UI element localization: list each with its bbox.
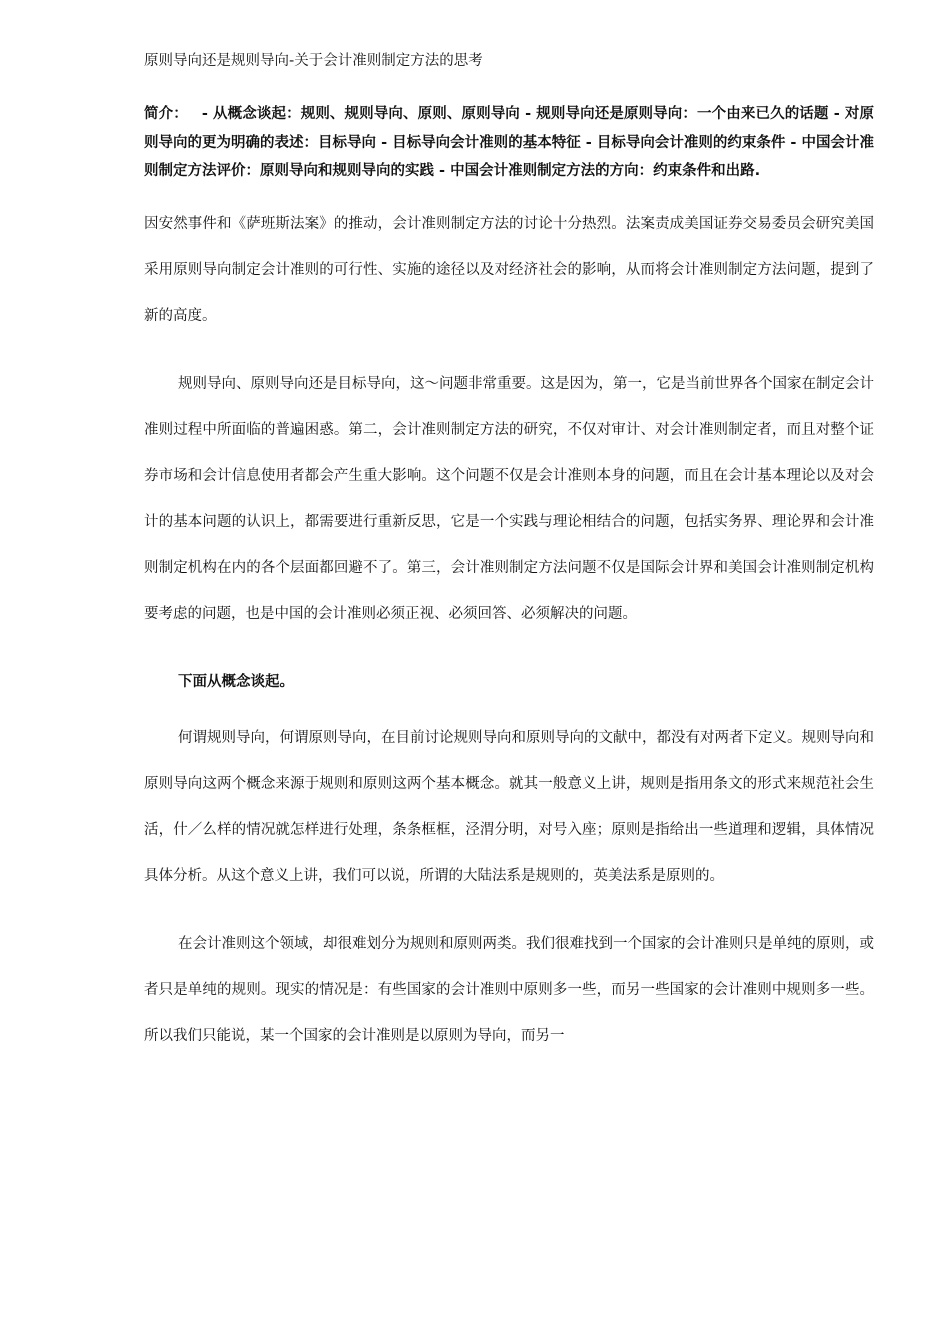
definition-paragraph: 何谓规则导向，何谓原则导向，在目前讨论规则导向和原则导向的文献中，都没有对两者下定义。规则导向和原则导向这两个概念来源于规则和原则这两个基本概念。就其一般意义上讲，规则是指用条文的形式来规范社会生活，什／么样的情况就怎样进行处理，条条框框，泾渭分明，对号入座；原则是指给出一些道理和逻辑，具体情况具体分析。从这个意义上讲，我们可以说，所谓的大陆法系是规则的，英美法系是原则的。: [144, 729, 874, 884]
intro-paragraph: 因安然事件和《萨班斯法案》的推动，会计准则制定方法的讨论十分热烈。法案责成美国证券交易委员会研究美国采用原则导向制定会计准则的可行性、实施的途径以及对经济社会的影响，从而将会计准则制定方法问题，提到了新的高度。: [144, 215, 874, 324]
summary-block: [144, 100, 874, 186]
accounting-standards-paragraph: 在会计准则这个领域，却很难划分为规则和原则两类。我们很难找到一个国家的会计准则只是单纯的原则，或者只是单纯的规则。现实的情况是：有些国家的会计准则中原则多一些，而另一些国家的会计准则中规则多一些。所以我们只能说，某一个国家的会计准则是以原则为导向，而另一: [144, 935, 874, 1044]
document-title: 原则导向还是规则导向-关于会计准则制定方法的思考: [144, 53, 483, 69]
section-heading: 下面从概念谈起。: [178, 673, 294, 690]
importance-paragraph: 规则导向、原则导向还是目标导向，这～问题非常重要。这是因为，第一，它是当前世界各个国家在制定会计准则过程中所面临的普遍困惑。第二，会计准则制定方法的研究，不仅对审计、对会计准则制定者，而且对整个证券市场和会计信息使用者都会产生重大影响。这个问题不仅是会计准则本身的问题，而且在会计基本理论以及对会计的基本问题的认识上，都需要进行重新反思，它是一个实践与理论相结合的问题，包括实务界、理论界和会计准则制定机构在内的各个层面都回避不了。第三，会计准则制定方法问题不仅是国际会计界和美国会计准则制定机构要考虑的问题，也是中国的会计准则必须正视、必须回答、必须解决的问题。: [144, 375, 874, 622]
document-page: [144, 50, 874, 1081]
summary-label: 简介：: [144, 106, 188, 122]
summary-text: - 从概念谈起：规则、规则导向、原则、原则导向 - 规则导向还是原则导向：一个由来已久的话题 - 对原则导向的更为明确的表述：目标导向 - 目标导向会计准则的基本特征 - 目标导向会计准则的约束条件 - 中国会计准则制定方法评价：原则导向和规则导向的实践 - 中国会计准则制定方法的方向：约束条件和出路.: [144, 106, 874, 179]
